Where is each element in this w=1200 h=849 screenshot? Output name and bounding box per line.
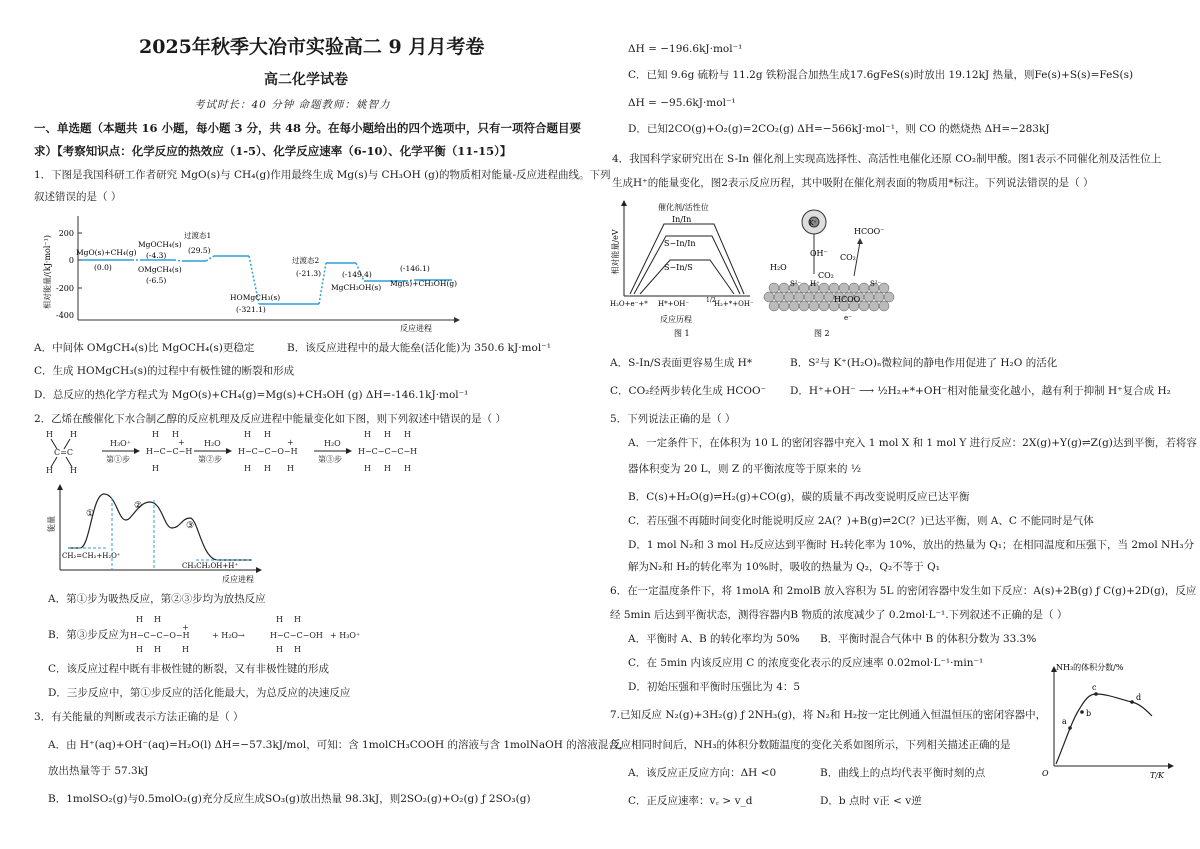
- q2-chart-xlabel: 反应进程: [222, 575, 254, 584]
- exam-info: 考试时长：40 分钟 命题教师：姚智力: [194, 99, 391, 111]
- q1-ytick: -400: [56, 311, 74, 320]
- svg-text:H: H: [364, 464, 371, 473]
- q1-label: (-321.1): [236, 305, 266, 314]
- q4-option-d: D．H⁺+OH⁻ ⟶ ½H₂+*+OH⁻相对能量变化越小，越有利于抑制 H⁺复合成 H₂: [790, 385, 1171, 397]
- q2-option-b-eq: + H₂O→: [212, 631, 245, 640]
- q1-option-a: A．中间体 OMgCH₄(s)比 MgOCH₄(s)更稳定: [34, 342, 255, 354]
- fig2-s-right: S²⁻: [870, 280, 882, 288]
- svg-text:H−C−C−C−H: H−C−C−C−H: [358, 447, 418, 456]
- q5-option-b: B．C(s)+H₂O(g)⇌H₂(g)+CO(g)，碳的质量不再改变说明反应已达平衡: [628, 491, 970, 503]
- q1-label: MgO(s)+CH₄(g): [76, 248, 137, 257]
- scheme-reagent-3: H₂O: [324, 439, 341, 448]
- q1-label: MgCH₃OH(s): [331, 283, 382, 292]
- fig1-left-label: H₂O+e⁻+*: [610, 300, 648, 308]
- svg-text:H: H: [276, 615, 283, 624]
- q2-chart-peak1: ①: [86, 509, 95, 519]
- q7-stem-line1: 7.已知反应 N₂(g)+3H₂(g) ƒ 2NH₃(g)，将 N₂和 H₂按一定比例通入恒温恒压的密闭容器中，: [610, 709, 1047, 721]
- svg-text:+: +: [287, 438, 294, 447]
- svg-text:H: H: [276, 645, 283, 654]
- q4-option-b: B．S²与 K⁺(H₂O)ₙ微粒间的静电作用促进了 H₂O 的活化: [790, 357, 1058, 369]
- svg-text:H−C−C−O−H: H−C−C−O−H: [130, 631, 190, 640]
- q4-option-c: C．CO₂经两步转化生成 HCOO⁻: [610, 385, 767, 397]
- svg-text:H: H: [294, 615, 301, 624]
- fig2-h2o: H₂O: [770, 263, 787, 272]
- q1-label: MgOCH₄(s): [138, 240, 182, 249]
- fig2-oh: OH⁻: [810, 249, 828, 258]
- fig2-electron: e⁻: [844, 314, 852, 322]
- q5-option-a-line1: A．一定条件下，在体积为 10 L 的密闭容器中充入 1 mol X 和 1 mol Y 进行反应：2X(g)+Y(g)⇌Z(g)达到平衡，若将容: [628, 437, 1197, 449]
- q7-point-d: d: [1136, 693, 1142, 702]
- q1-label: (29.5): [188, 246, 211, 255]
- svg-text:H: H: [136, 615, 143, 624]
- q5-option-d-line2: 解为N₂和 H₂的转化率为 10%时，吸收的热量为 Q₂，Q₂不等于 Q₁: [628, 561, 940, 573]
- fig1-caption: 图 1: [674, 329, 690, 338]
- q2-stem: 2．乙烯在酸催化下水合制乙醇的反应机理及反应进程中能量变化如下图，则下列叙述中错误的是（ ）: [34, 413, 507, 425]
- q7-option-a: A．该反应正反应方向：ΔH <0: [628, 767, 777, 779]
- scheme-step-1: 第①步: [106, 455, 130, 464]
- q3-option-c-line2: ΔH = −95.6kJ·mol⁻¹: [628, 97, 736, 109]
- q7-option-b: B．曲线上的点均代表平衡时刻的点: [820, 767, 986, 779]
- right-column: [610, 0, 1197, 849]
- svg-text:H: H: [136, 645, 143, 654]
- svg-text:H: H: [404, 464, 411, 473]
- section-heading-line2: 求）【考察知识点：化学反应的热效应（1-5）、化学反应速率（6-10）、化学平衡（11-15）】: [34, 144, 512, 158]
- fig1-line1-label: In/In: [672, 215, 692, 224]
- q4-figure-2: [762, 204, 902, 340]
- exam-subtitle: 高二化学试卷: [264, 72, 348, 88]
- svg-text:H: H: [384, 464, 391, 473]
- q2-option-b: B．第③步反应为: [48, 629, 130, 641]
- q7-option-c: C．正反应速率：v꜀ > v_d: [628, 795, 753, 807]
- q1-stem-line1: 1．下图是我国科研工作者研究 MgO(s)与 CH₄(g)作用最终生成 Mg(s)与 CH₃OH (g)的物质相对能量-反应进程曲线。下列: [34, 169, 611, 181]
- q1-label: Mg(s)+CH₃OH(g): [390, 279, 458, 288]
- q3-stem: 3．有关能量的判断或表示方法正确的是（ ）: [34, 711, 244, 723]
- q7-stem-line2: 反应相同时间后，NH₃的体积分数随温度的变化关系如图所示，下列相关描述正确的是: [610, 739, 1011, 751]
- svg-text:H: H: [152, 430, 159, 439]
- fig1-ylabel: 相对能量/eV: [611, 229, 620, 275]
- q2-chart-peak2: ②: [134, 501, 143, 511]
- q3-option-c-line1: C．已知 9.6g 硫粉与 11.2g 铁粉混合加热生成17.6gFeS(s)时放出 19.12kJ 热量，则Fe(s)+S(s)=FeS(s): [628, 69, 1134, 81]
- q1-chart-ylabel: 相对能量/(kJ·mol⁻¹): [43, 235, 52, 309]
- fig2-hcoo-top: HCOO⁻: [854, 227, 885, 236]
- svg-text:H: H: [70, 466, 77, 475]
- q7-point-a: a: [1062, 717, 1067, 726]
- svg-text:H: H: [294, 645, 301, 654]
- svg-text:H: H: [70, 430, 77, 439]
- q2-option-a: A．第①步为吸热反应，第②③步均为放热反应: [48, 593, 266, 605]
- q3-option-b-line2: ΔH = −196.6kJ·mol⁻¹: [628, 43, 743, 55]
- fig1-line3-label: S−In/S: [664, 263, 693, 272]
- q5-option-a-line2: 器体积变为 20 L，则 Z 的平衡浓度等于原来的 ½: [628, 463, 861, 475]
- q4-stem-line1: 4．我国科学家研究出在 S-In 催化剂上实现高选择性、高活性电催化还原 CO₂制甲酸。图1表示不同催化剂及活性位上: [612, 153, 1162, 165]
- q7-option-d: D．b 点时 v正 < v逆: [820, 795, 922, 807]
- exam-title: 2025年秋季大冶市实验高二 9 月月考卷: [139, 36, 485, 58]
- q2-energy-chart: [46, 484, 276, 586]
- q1-label: 过渡态1: [184, 231, 212, 240]
- q6-stem-line1: 6．在一定温度条件下，将 1molA 和 2molB 放入容积为 5L 的密闭容器中发生如下反应：A(s)+2B(g) ƒ C(g)+2D(g)，反应: [610, 585, 1197, 597]
- svg-text:H: H: [154, 615, 161, 624]
- q1-label: (-149.4): [342, 270, 372, 279]
- svg-text:H: H: [264, 430, 271, 439]
- q4-stem-line2: 生成H⁺的能量变化，图2表示反应历程，其中吸附在催化剂表面的物质用*标注。下列说法错误的是（ ）: [612, 177, 1094, 189]
- svg-text:H: H: [287, 464, 294, 473]
- q2-option-c: C．该反应过程中既有非极性键的断裂，又有非极性键的形成: [48, 663, 330, 675]
- svg-text:H: H: [244, 464, 251, 473]
- q2-chart-peak3: ③: [186, 521, 195, 531]
- q6-option-b: B．平衡时混合气体中 B 的体积分数为 33.3%: [820, 633, 1037, 645]
- fig2-k-label: K⁺: [809, 220, 817, 227]
- svg-text:H: H: [46, 430, 53, 439]
- q5-option-d-line1: D．1 mol N₂和 3 mol H₂反应达到平衡时 H₂转化率为 10%，放出的热量为 Q₁；在相同温度和压强下，当 2mol NH₃分: [628, 539, 1195, 551]
- q1-label: OMgCH₄(s): [138, 265, 182, 274]
- fig1-right-label: H₂+*+OH⁻: [714, 300, 754, 308]
- svg-text:H: H: [364, 430, 371, 439]
- scheme-step-3: 第③步: [318, 455, 342, 464]
- q5-option-c: C．若压强不再随时间变化时能说明反应 2A(？)+B(g)⇌2C(？)已达平衡，则 A、C 不能同时是气体: [628, 515, 1094, 527]
- fig2-hcoo-surface: HCOO: [834, 295, 861, 304]
- svg-text:+: +: [178, 438, 185, 447]
- q3-option-b-line1: B．1molSO₂(g)与0.5molO₂(g)充分反应生成SO₃(g)放出热量 98.3kJ，则2SO₂(g)+O₂(g) ƒ 2SO₃(g): [48, 793, 531, 805]
- fig1-xlabel: 反应历程: [660, 315, 692, 324]
- svg-text:H: H: [384, 430, 391, 439]
- svg-text:H−C−C−OH: H−C−C−OH: [270, 631, 323, 640]
- fig2-co2-a: CO₂: [840, 253, 856, 262]
- scheme-reagent-1: H₃O⁺: [110, 439, 131, 448]
- svg-text:H: H: [182, 645, 189, 654]
- svg-text:C=C: C=C: [54, 448, 73, 457]
- fig1-half: 1/2: [706, 297, 716, 304]
- q2-option-b-structures: [130, 614, 460, 654]
- section-heading-line1: 一、单选题（本题共 16 小题，每小题 3 分，共 48 分。在每小题给出的四个选项中，只有一项符合题目要: [34, 121, 582, 135]
- q7-chart-ylabel: NH₃的体积分数/%: [1056, 663, 1124, 672]
- svg-text:H: H: [154, 645, 161, 654]
- q1-energy-chart: [34, 212, 464, 334]
- q6-option-a: A．平衡时 A、B 的转化率均为 50%: [628, 633, 800, 645]
- fig2-co2-b: CO₂: [818, 271, 834, 280]
- q1-option-d: D．总反应的热化学方程式为 MgO(s)+CH₄(g)=Mg(s)+CH₃OH (g) ΔH=-146.1kJ·mol⁻¹: [34, 389, 469, 401]
- q1-label: (0.0): [94, 263, 112, 272]
- q4-option-a: A．S-In/S表面更容易生成 H*: [610, 357, 753, 369]
- svg-text:H−C−C−H: H−C−C−H: [146, 447, 193, 456]
- q2-chart-start: CH₂=CH₂+H₂O⁺: [62, 552, 121, 560]
- q6-stem-line2: 经 5min 后达到平衡状态，测得容器内B 物质的浓度减少了 0.2mol·L⁻¹.下列叙述不正确的是（ ）: [610, 609, 1068, 621]
- q1-ytick: 0: [68, 256, 74, 265]
- q1-stem-line2: 叙述错误的是（ ）: [34, 191, 122, 203]
- q7-chart-xlabel: T/K: [1150, 771, 1165, 780]
- scheme-reagent-2: H₂O: [204, 439, 221, 448]
- q2-option-d: D．三步反应中，第①步反应的活化能最大，为总反应的决速反应: [48, 687, 351, 699]
- q1-label: HOMgCH₃(s): [230, 293, 281, 302]
- q2-option-b-tail: + H₃O⁺: [330, 631, 361, 640]
- q1-ytick: -200: [56, 284, 74, 293]
- q1-label: (-146.1): [400, 264, 430, 273]
- svg-text:H: H: [404, 430, 411, 439]
- q4-figure-1: [610, 198, 760, 340]
- svg-text:H: H: [172, 430, 179, 439]
- q1-label: (-6.5): [146, 276, 167, 285]
- svg-text:H: H: [46, 466, 53, 475]
- svg-text:H−C−C−O−H: H−C−C−O−H: [238, 447, 298, 456]
- q1-option-c: C．生成 HOMgCH₃(s)的过程中有极性键的断裂和形成: [34, 365, 295, 377]
- q7-chart-origin: O: [1042, 769, 1049, 778]
- q1-option-b: B．该反应进程中的最大能垒(活化能)为 350.6 kJ·mol⁻¹: [287, 342, 551, 354]
- fig2-s-left: S²⁻: [790, 280, 802, 288]
- svg-text:H: H: [244, 430, 251, 439]
- fig1-line2-label: S−In/In: [664, 239, 696, 248]
- q7-point-b: b: [1086, 709, 1092, 718]
- scheme-step-2: 第②步: [198, 455, 222, 464]
- fig2-caption: 图 2: [814, 329, 830, 338]
- q1-label: 过渡态2: [292, 256, 320, 265]
- fig2-h-plus: H⁺: [810, 280, 820, 288]
- q1-ytick: 200: [58, 229, 74, 238]
- svg-text:H: H: [264, 464, 271, 473]
- q1-label: (-21.3): [296, 269, 322, 278]
- q2-chart-ylabel: 能量: [47, 516, 56, 532]
- q3-option-a-line2: 放出热量等于 57.3kJ: [48, 765, 149, 777]
- q6-option-d: D．初始压强和平衡时压强比为 4：5: [628, 681, 801, 693]
- q1-label: (-4.3): [146, 251, 167, 260]
- fig1-title: 催化剂/活性位: [658, 203, 709, 212]
- svg-text:+: +: [182, 623, 189, 632]
- q3-option-a-line1: A．由 H⁺(aq)+OH⁻(aq)=H₂O(l) ΔH=−57.3kJ/mol，可知：含 1molCH₃COOH 的溶液与含 1molNaOH 的溶液混合，: [48, 739, 630, 751]
- q1-chart-xlabel: 反应进程: [400, 324, 432, 333]
- q2-mechanism-scheme: [42, 429, 472, 475]
- fig1-mid-label: H*+OH⁻: [658, 300, 690, 308]
- q3-option-d: D．已知2CO(g)+O₂(g)=2CO₂(g) ΔH=−566kJ·mol⁻¹，则 CO 的燃烧热 ΔH=−283kJ: [628, 123, 1050, 135]
- q6-option-c: C．在 5min 内该反应用 C 的浓度变化表示的反应速率 0.02mol·L⁻¹·min⁻¹: [628, 657, 984, 669]
- q7-point-c: c: [1092, 683, 1097, 692]
- q2-chart-end: CH₃CH₂OH+H⁺: [182, 562, 239, 570]
- svg-text:H: H: [152, 464, 159, 473]
- q5-stem: 5．下列说法正确的是（ ）: [610, 413, 736, 425]
- q7-nh3-chart: [1032, 660, 1192, 782]
